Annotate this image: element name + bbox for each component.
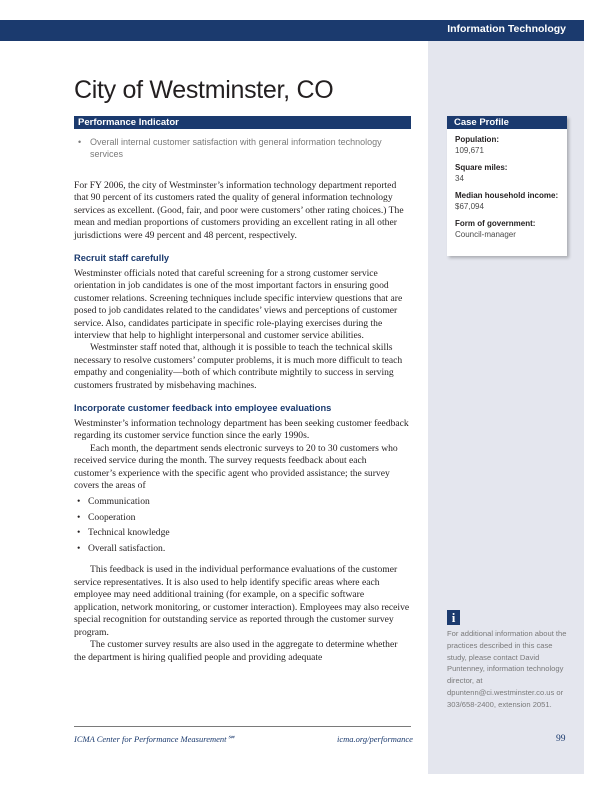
population-label: Population:: [455, 135, 499, 144]
performance-indicator-header: [74, 116, 411, 129]
case-profile-fields: [447, 129, 567, 240]
square-miles-value: 34: [455, 174, 464, 183]
list-item: • Cooperation: [74, 510, 410, 526]
case-profile-box: [447, 116, 567, 256]
government-form-value: Council-manager: [455, 230, 516, 239]
median-income-label: Median household income:: [455, 191, 559, 200]
footer-publisher: ICMA Center for Performance Measurement℠: [74, 734, 236, 744]
paragraph: The customer survey results are also used in the aggregate to determine whether the department is hiring qualified people and providing adequate: [74, 639, 398, 663]
list-item: • Technical knowledge: [74, 525, 410, 541]
intro-paragraph: For FY 2006, the city of Westminster’s information technology department reported that 90 percent of its customers rated the quality of general information technology services as excellent. (Good, fair, and poor were customers’ other rating choices.) The mean and median proportions of customers providing an excellent rating in all other jurisdictions were 49 percent and 48 percent, respectively.: [74, 180, 404, 241]
bullet-icon: •: [77, 527, 81, 539]
contact-info-text: For additional information about the practices described in this case study, please contact David Puntenney, information technology director, at dpuntenn@ci.westminster.co.us or 303/658-2400, extension 2051.: [447, 629, 567, 709]
page-title: City of Westminster, CO: [74, 76, 334, 104]
population-value: 109,671: [455, 146, 484, 155]
paragraph: This feedback is used in the individual performance evaluations of the customer service representatives. It is also used to help identify specific areas where each employee may need additional training (for example, on a specific software application, network monitoring, or customer interaction). Employees may also receive special recognition for outstanding service as reported through the customer survey program.: [74, 564, 410, 638]
section-name: Information Technology: [447, 23, 566, 35]
bullet-icon: •: [78, 137, 82, 147]
footer-url[interactable]: icma.org/performance: [337, 734, 413, 744]
bullet-icon: •: [77, 496, 81, 508]
performance-indicator-heading: Performance Indicator: [78, 117, 179, 128]
paragraph: Westminster’s information technology department has been seeking customer feedback regarding its customer service function since the early 1990s.: [74, 417, 409, 442]
section-header-bar: [0, 20, 584, 41]
list-item: • Overall satisfaction.: [74, 541, 410, 557]
info-icon: i: [447, 610, 460, 625]
government-form-label: Form of government:: [455, 219, 536, 228]
case-profile-heading: Case Profile: [447, 116, 567, 129]
indicator-item: • Overall internal customer satisfaction with general information technology services: [78, 137, 382, 159]
bullet-icon: •: [77, 511, 81, 523]
performance-indicator-list: [78, 136, 408, 160]
section-heading: Incorporate customer feedback into employee evaluations: [74, 403, 332, 414]
page-number: 99: [556, 734, 566, 744]
paragraph: Westminster staff noted that, although it is possible to teach the technical skills necessary to resolve customers’ computer problems, it is much more difficult to teach empathy and congeniality—both of which contribute mightily to success in serving customers frustrated by misbehaving machines.: [74, 342, 403, 391]
footer-divider: [74, 726, 411, 727]
article-body: [74, 180, 410, 664]
section-heading: Recruit staff carefully: [74, 253, 170, 264]
paragraph: Westminster officials noted that careful screening for a strong customer service orientation in job candidates is one of the most important factors in ensuring good customer relations. Screening techniques include specific interview questions that are posed to job candidates related to the candidates’ views and perceptions of customer service. Also, candidates participate in specific role-playing exercises during the interview that help to highlight interpersonal and customer service abilities.: [74, 267, 403, 341]
survey-areas-list: [74, 494, 410, 556]
list-item: • Communication: [74, 494, 410, 510]
median-income-value: $67,094: [455, 202, 484, 211]
square-miles-label: Square miles:: [455, 163, 508, 172]
bullet-icon: •: [77, 542, 81, 554]
paragraph: Each month, the department sends electronic surveys to 20 to 30 customers who received service during the month. The survey requests feedback about each customer’s experience with the specific agent who provided assistance; the survey covers the areas of: [74, 442, 398, 491]
